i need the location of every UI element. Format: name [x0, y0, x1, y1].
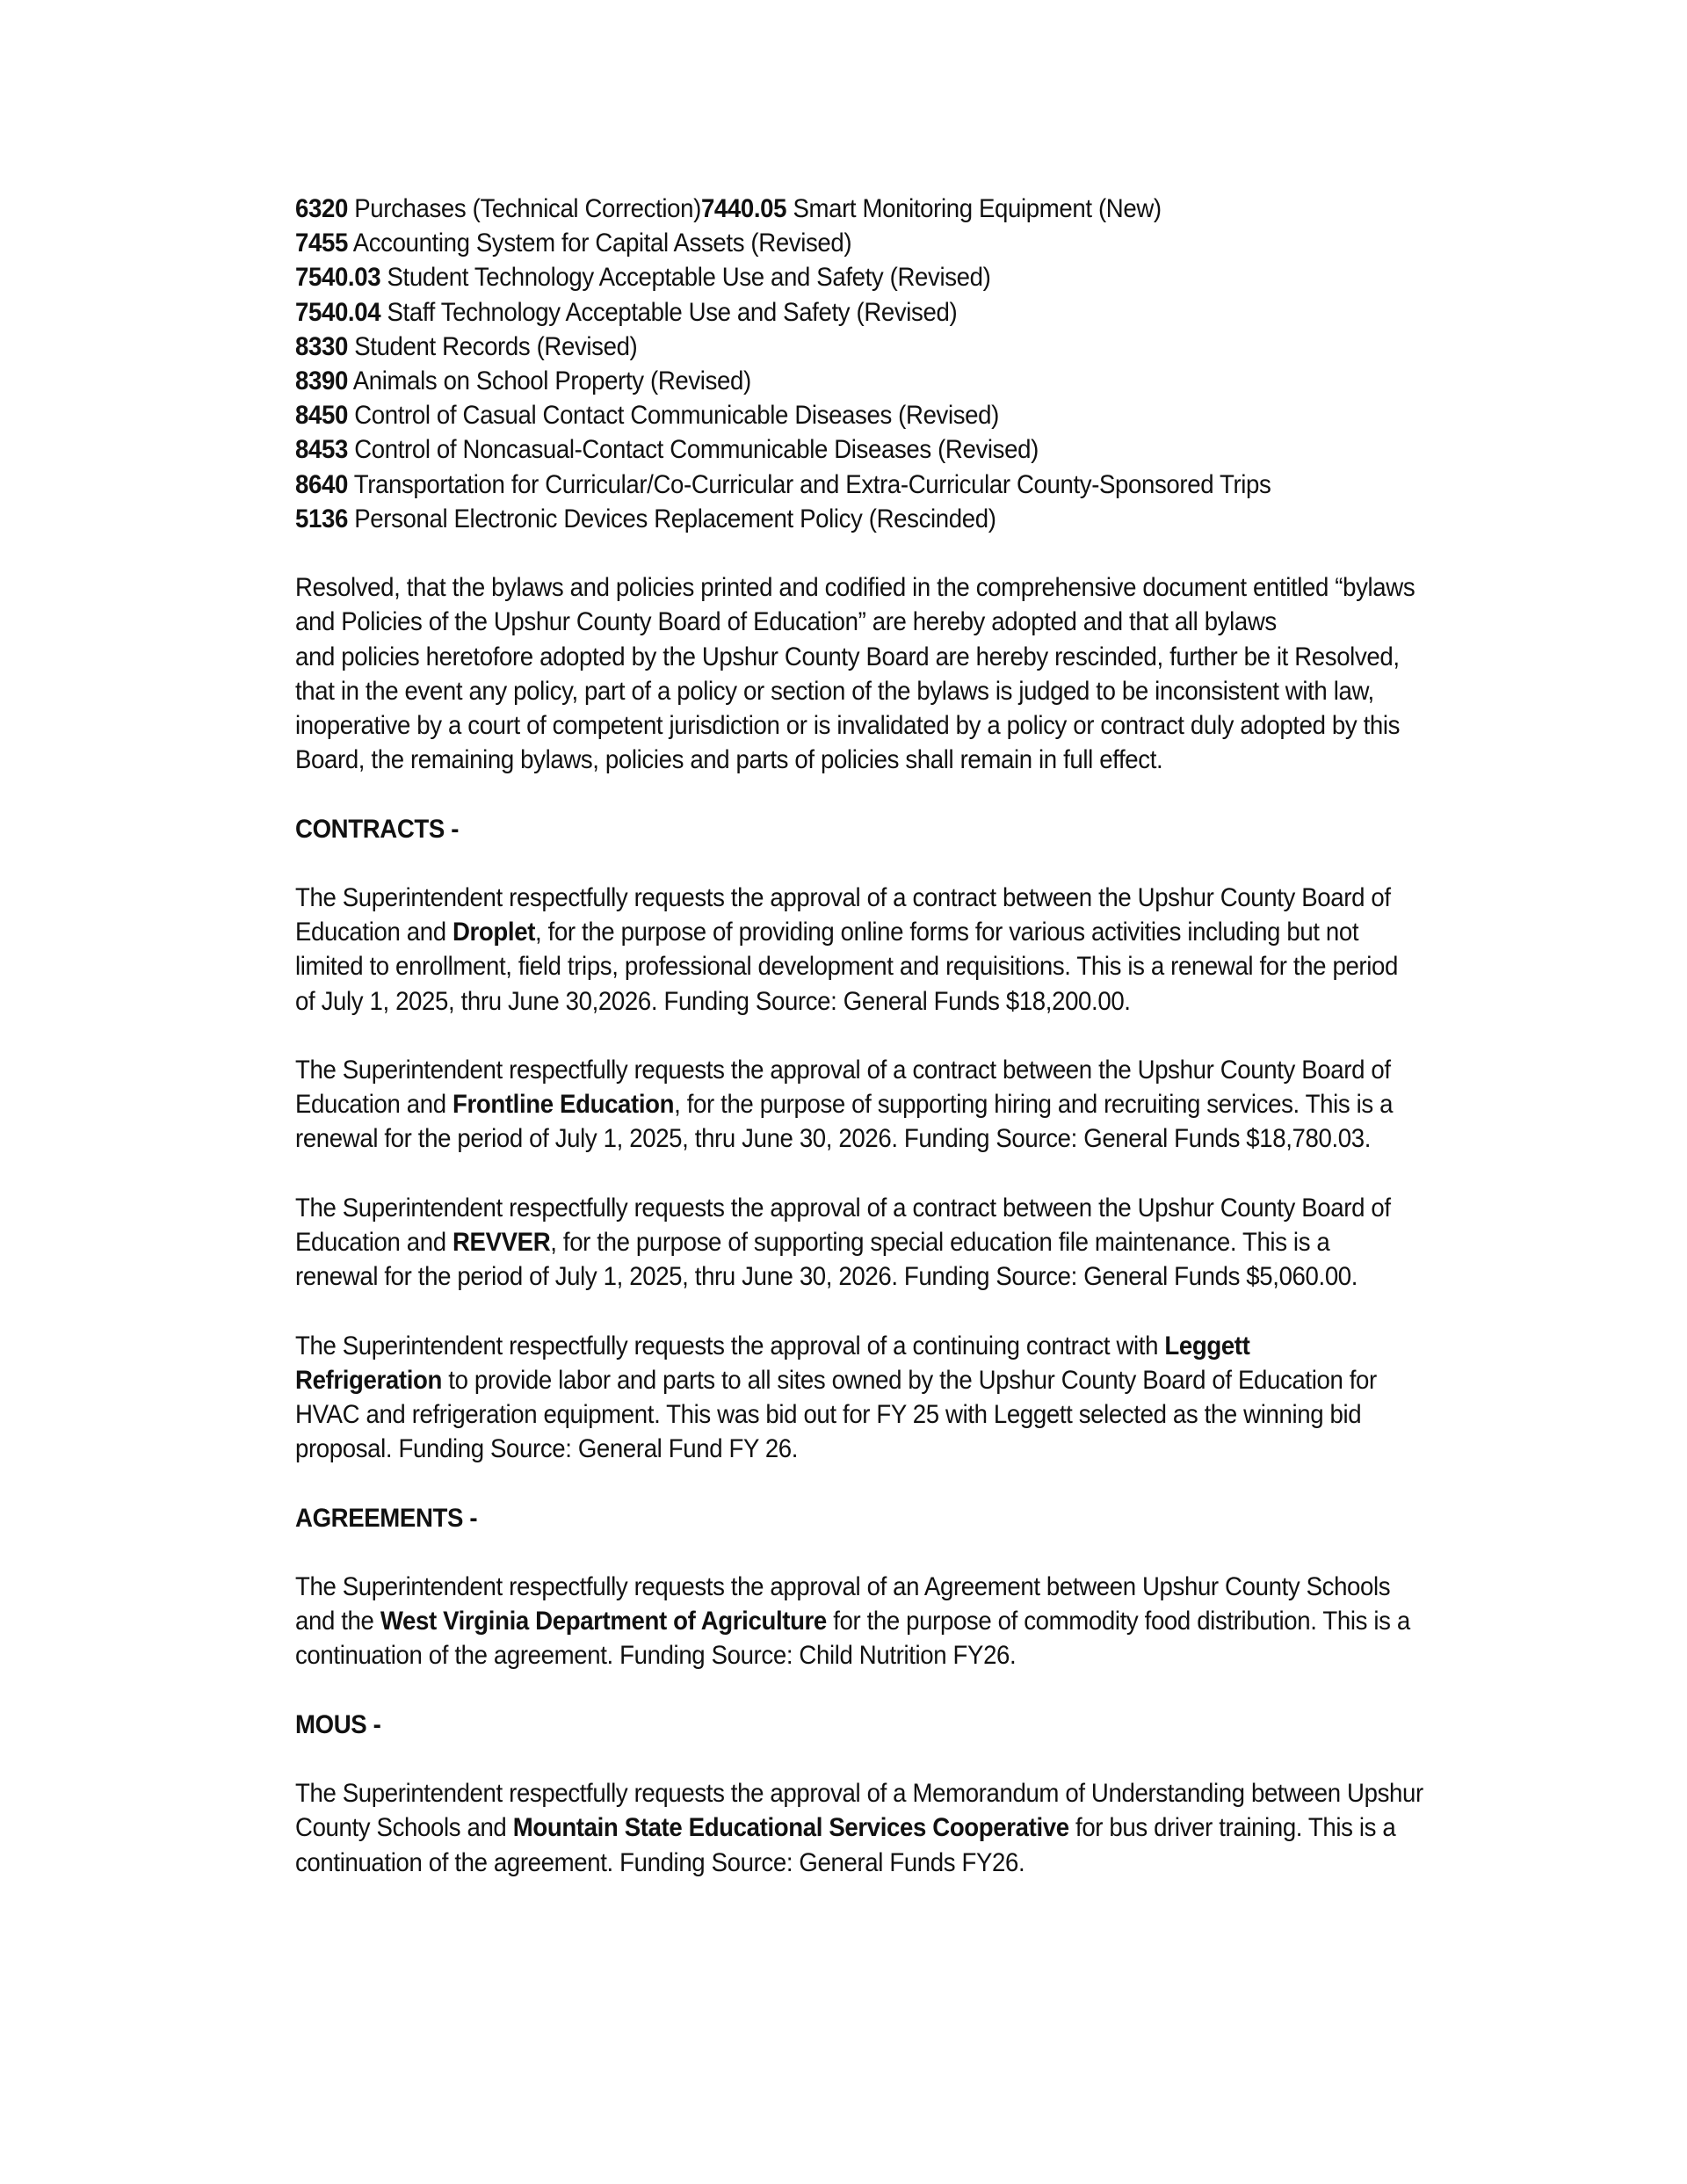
paragraph-line	[295, 1225, 1402, 1259]
policy-title: Purchases (Technical Correction)	[347, 194, 701, 223]
policy-number: 8640	[295, 469, 348, 499]
paragraph-line: The Superintendent respectfully requests the approval of a contract between the Upshur County Board of	[295, 1056, 1391, 1085]
paragraph-line: continuation of the agreement. Funding Source: Child Nutrition FY26.	[295, 1641, 1017, 1671]
policy-number: 6320	[295, 194, 348, 223]
text-run: and the	[295, 1607, 380, 1636]
vendor-name: West Virginia Department of Agriculture	[380, 1607, 827, 1636]
paragraph-line	[295, 1363, 1402, 1397]
paragraph-line: renewal for the period of July 1, 2025, thru June 30, 2026. Funding Source: General Funds $5,060.00.	[295, 1262, 1358, 1292]
policy-title: Staff Technology Acceptable Use and Safety (Revised)	[380, 297, 958, 327]
policy-list	[295, 192, 1402, 536]
paragraph-line: that in the event any policy, part of a policy or section of the bylaws is judged to be inconsistent with law,	[295, 676, 1374, 706]
vendor-name: Refrigeration	[295, 1365, 442, 1395]
paragraph-line: renewal for the period of July 1, 2025, thru June 30, 2026. Funding Source: General Funds $18,780.03.	[295, 1124, 1372, 1154]
policy-number: 7455	[295, 229, 348, 258]
policy-title: Personal Electronic Devices Replacement Policy (Rescinded)	[347, 504, 996, 533]
paragraph-line	[295, 1329, 1402, 1363]
text-run: Education and	[295, 918, 453, 947]
text-run: for bus driver training. This is a	[1068, 1813, 1396, 1843]
policy-title: Control of Casual Contact Communicable Diseases (Revised)	[347, 401, 999, 431]
policy-number: 5136	[295, 504, 348, 533]
policy-item	[295, 260, 1402, 294]
text-run: for the purpose of commodity food distribution. This is a	[826, 1607, 1410, 1636]
policy-item	[295, 295, 1402, 330]
text-run: , for the purpose of supporting hiring and recruiting services. This is a	[674, 1090, 1394, 1120]
policy-item	[295, 432, 1402, 467]
paragraph-line: Board, the remaining bylaws, policies and parts of policies shall remain in full effect.	[295, 745, 1163, 775]
policy-title: Animals on School Property (Revised)	[347, 366, 751, 396]
text-run: , for the purpose of supporting special education file maintenance. This is a	[550, 1228, 1330, 1258]
paragraph-line: continuation of the agreement. Funding Source: General Funds FY26.	[295, 1847, 1025, 1877]
policy-number: 8453	[295, 435, 348, 465]
paragraph-line	[295, 915, 1402, 949]
policy-title: Smart Monitoring Equipment (New)	[786, 194, 1162, 223]
policy-item	[295, 468, 1402, 502]
agreement-paragraph	[295, 1570, 1410, 1673]
contract-leggett-paragraph	[295, 1329, 1402, 1467]
text-run: The Superintendent respectfully requests the approval of a continuing contract with	[295, 1331, 1165, 1360]
paragraph-line: limited to enrollment, field trips, professional development and requisitions. This is a renewal for the period	[295, 952, 1398, 982]
paragraph-line: The Superintendent respectfully requests the approval of a Memorandum of Understanding between Upshur	[295, 1779, 1423, 1809]
policy-number: 7540.04	[295, 297, 381, 327]
paragraph-line: HVAC and refrigeration equipment. This was bid out for FY 25 with Leggett selected as the winning bid	[295, 1400, 1362, 1430]
paragraph-line	[295, 1087, 1402, 1121]
text-run: , for the purpose of providing online forms for various activities including but not	[535, 918, 1359, 947]
text-run: Education and	[295, 1228, 453, 1258]
policy-title: Transportation for Curricular/Co-Curricular and Extra-Curricular County-Sponsored Trips	[347, 469, 1271, 499]
agreements-heading: AGREEMENTS -	[295, 1503, 478, 1533]
paragraph-line: The Superintendent respectfully requests the approval of a contract between the Upshur County Board of	[295, 1193, 1391, 1223]
contract-frontline-paragraph	[295, 1053, 1402, 1157]
policy-title: Student Technology Acceptable Use and Safety (Revised)	[380, 263, 991, 293]
text-run: to provide labor and parts to all sites owned by the Upshur County Board of Education for	[441, 1365, 1377, 1395]
text-run: Education and	[295, 1090, 453, 1120]
contract-droplet-paragraph	[295, 881, 1402, 1019]
vendor-name: REVVER	[452, 1228, 551, 1258]
text-run: County Schools and	[295, 1813, 513, 1843]
paragraph-line: proposal. Funding Source: General Fund FY 26.	[295, 1434, 799, 1464]
contracts-heading: CONTRACTS -	[295, 814, 460, 844]
paragraph-line	[295, 1604, 1410, 1638]
policy-number: 8450	[295, 401, 348, 431]
policy-item	[295, 398, 1402, 432]
policy-number: 8390	[295, 366, 348, 396]
mou-paragraph	[295, 1776, 1423, 1880]
paragraph-line: of July 1, 2025, thru June 30,2026. Funding Source: General Funds $18,200.00.	[295, 986, 1131, 1016]
paragraph-line: Resolved, that the bylaws and policies printed and codified in the comprehensive document entitled “bylaws	[295, 573, 1415, 603]
policy-title: Accounting System for Capital Assets (Revised)	[347, 229, 852, 258]
policy-title: Control of Noncasual-Contact Communicable Diseases (Revised)	[347, 435, 1039, 465]
vendor-name: Leggett	[1164, 1331, 1250, 1360]
mous-heading: MOUS -	[295, 1709, 381, 1739]
policy-title: Student Records (Revised)	[347, 331, 638, 361]
policy-item	[295, 226, 1402, 260]
resolution-paragraph	[295, 570, 1415, 777]
policy-number: 8330	[295, 331, 348, 361]
paragraph-line: The Superintendent respectfully requests the approval of a contract between the Upshur County Board of	[295, 883, 1391, 913]
vendor-name: Mountain State Educational Services Cooperative	[512, 1813, 1069, 1843]
policy-number: 7540.03	[295, 263, 381, 293]
vendor-name: Droplet	[452, 918, 536, 947]
policy-item	[295, 502, 1402, 536]
policy-item	[295, 192, 1402, 226]
paragraph-line: and policies heretofore adopted by the Upshur County Board are hereby rescinded, further be it Resolved,	[295, 642, 1400, 671]
document-page	[295, 192, 1423, 1880]
policy-number: 7440.05	[700, 194, 787, 223]
policy-item	[295, 364, 1402, 398]
policy-item	[295, 330, 1402, 364]
vendor-name: Frontline Education	[452, 1090, 675, 1120]
paragraph-line: The Superintendent respectfully requests the approval of an Agreement between Upshur County Schools	[295, 1572, 1391, 1601]
contract-revver-paragraph	[295, 1191, 1402, 1295]
paragraph-line: inoperative by a court of competent jurisdiction or is invalidated by a policy or contract duly adopted by this	[295, 711, 1401, 741]
paragraph-line	[295, 1810, 1402, 1845]
paragraph-line: and Policies of the Upshur County Board of Education” are hereby adopted and that all bylaws	[295, 607, 1277, 637]
